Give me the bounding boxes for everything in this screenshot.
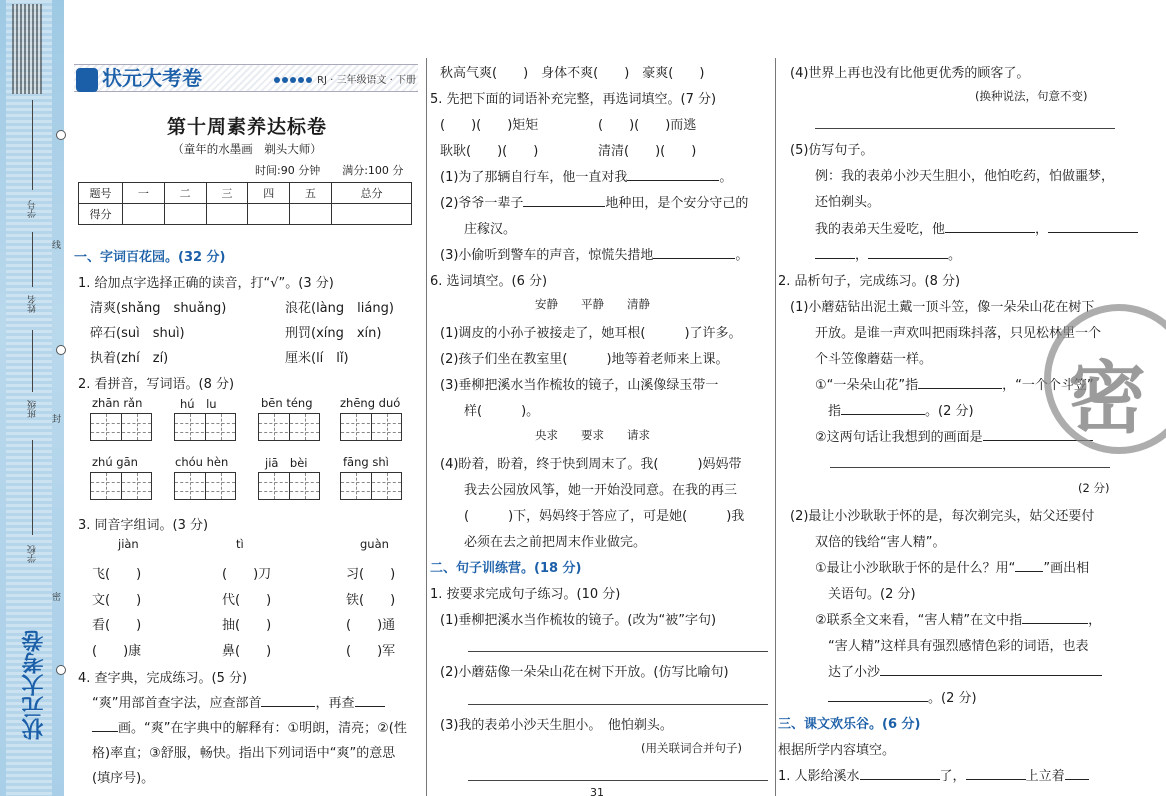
sentence-text: ， xyxy=(855,248,869,263)
q4-text: “爽”用部首查字法，应查部首 xyxy=(92,696,262,711)
homophone-blank[interactable]: 看( ) xyxy=(92,618,142,633)
imitation-sentence-cont xyxy=(815,244,961,263)
section-3-heading: 三、课文欢乐谷。(6 分) xyxy=(778,717,921,732)
score-cell: 总分 xyxy=(331,183,411,204)
q6-sentence-1[interactable]: (1)调皮的小孙子被接走了，她耳根( )了许多。 xyxy=(440,326,742,341)
question-1-5: 5. 先把下面的词语补充完整，再选词填空。(7 分) xyxy=(430,92,717,107)
score-cell: 三 xyxy=(206,183,248,204)
sentence-text: ②联系全文来看，“害人精”在文中指 xyxy=(815,613,1023,628)
pinyin-prompt: zhēng duó xyxy=(340,396,401,410)
binding-hole xyxy=(56,345,66,355)
sentence-text: 。(2 分) xyxy=(925,404,974,419)
sentence-text: 了， xyxy=(939,769,966,784)
paper-subtitle: （童年的水墨画 剃头大师） xyxy=(172,142,322,156)
q6-sentence-3: (3)垂柳把溪水当作梳妆的镜子，山溪像绿玉带一 xyxy=(440,378,719,393)
strip-mark-seal: 封 xyxy=(52,415,62,425)
strip-label-class: 班级 xyxy=(28,400,38,418)
question-1-3: 3. 同音字组词。(3 分) xyxy=(78,518,209,533)
q22-sub-3-cont: 关语句。(2 分) xyxy=(828,587,916,602)
q21-item-3: (3)我的表弟小沙天生胆小。 他怕剃头。 xyxy=(440,718,673,733)
q22-sub-4 xyxy=(815,609,1101,628)
answer-blank[interactable] xyxy=(841,402,925,415)
score-table-score-row xyxy=(79,204,412,225)
strip-mark-line: 线 xyxy=(52,241,62,251)
sentence-text: (2)爷爷一辈子 xyxy=(440,196,524,211)
underline-sample xyxy=(1015,559,1043,572)
idiom-blank[interactable]: 耿耿( )( ) xyxy=(440,144,539,159)
s3-item-1 xyxy=(778,765,1089,784)
sentence-text: 。 xyxy=(948,248,962,263)
answer-line[interactable] xyxy=(830,467,1110,468)
sentence-text: ”画出相 xyxy=(1043,561,1090,576)
word-choices: 央求 要求 请求 xyxy=(535,428,650,442)
homophone-blank[interactable]: 代( ) xyxy=(222,593,272,608)
score-input-cell[interactable] xyxy=(164,204,206,225)
score-input-cell[interactable] xyxy=(248,204,290,225)
q6-sentence-4-cont: 我去公园放风筝，她一开始没同意。在我的再三 xyxy=(464,483,738,498)
strip-label-name: 姓名 xyxy=(28,295,38,313)
pinyin-choice[interactable]: 清爽(shǎng shuǎng) xyxy=(90,301,227,316)
writing-grid[interactable] xyxy=(258,472,320,500)
binding-hole xyxy=(56,665,66,675)
idiom-blank[interactable]: ( )( )而逃 xyxy=(598,118,697,133)
sentence-text: ， xyxy=(1035,222,1049,237)
answer-line[interactable] xyxy=(468,780,768,781)
question-1-6: 6. 选词填空。(6 分) xyxy=(430,274,548,289)
pinyin-prompt: jiā bèi xyxy=(265,456,308,470)
answer-blank[interactable] xyxy=(815,246,855,259)
sentence-text: 达了小沙 xyxy=(828,665,881,680)
answer-blank[interactable] xyxy=(1022,611,1088,624)
q6-sentence-4-cont: 必须在去之前把周末作业做完。 xyxy=(464,535,647,550)
homophone-blank[interactable]: ( )军 xyxy=(346,644,396,659)
writing-grid[interactable] xyxy=(174,413,236,441)
q5-sentence-1 xyxy=(440,166,732,185)
q4-line-1 xyxy=(92,692,385,711)
answer-blank[interactable] xyxy=(355,694,385,707)
question-2-2: 2. 品析句子，完成练习。(8 分) xyxy=(778,274,961,289)
q21-item-3-note: (用关联词合并句子) xyxy=(641,741,742,755)
imitation-sentence xyxy=(815,218,1138,237)
answer-blank[interactable] xyxy=(627,168,719,181)
q21-item-1: (1)垂柳把溪水当作梳妆的镜子。(改为“被”字句) xyxy=(440,613,717,628)
sentence-text: ， xyxy=(1088,613,1102,628)
answer-blank[interactable] xyxy=(828,689,928,702)
homophone-blank[interactable]: 飞( ) xyxy=(92,567,142,582)
word-choices: 安静 平静 清静 xyxy=(535,297,650,311)
section-3-intro: 根据所学内容填空。 xyxy=(778,743,896,758)
homophone-head: guàn xyxy=(360,537,389,551)
pinyin-choice[interactable]: 碎石(suì shuì) xyxy=(90,326,185,341)
score-input-cell[interactable] xyxy=(290,204,332,225)
question-1-1: 1. 给加点字选择正确的读音，打“√”。(3 分) xyxy=(78,276,334,291)
sentence-text: 上立着 xyxy=(1025,769,1065,784)
idiom-blank[interactable]: ( )( )矩矩 xyxy=(440,118,539,133)
score-cell: 题号 xyxy=(79,183,123,204)
homophone-blank[interactable]: ( )康 xyxy=(92,644,142,659)
section-2-heading: 二、句子训练营。(18 分) xyxy=(430,561,582,576)
paper-title: 第十周素养达标卷 xyxy=(166,116,327,138)
score-cell: 二 xyxy=(164,183,206,204)
section-1-heading: 一、字词百花园。(32 分) xyxy=(74,250,226,265)
q21-item-2: (2)小蘑菇像一朵朵山花在树下开放。(仿写比喻句) xyxy=(440,665,729,680)
score-table xyxy=(78,182,412,225)
brand-logo xyxy=(76,62,202,94)
answer-blank[interactable] xyxy=(92,719,118,732)
sentence-text: ①“一朵朵山花”指 xyxy=(815,378,919,393)
answer-blank[interactable] xyxy=(945,220,1035,233)
score-input-cell[interactable] xyxy=(206,204,248,225)
answer-blank[interactable] xyxy=(860,767,940,780)
answer-line[interactable] xyxy=(815,128,1115,129)
sentence-text: 我的表弟天生爱吃，他 xyxy=(815,222,946,237)
sentence-text: 地种田，是个安分守己的 xyxy=(605,196,749,211)
column-divider xyxy=(775,58,776,796)
writing-grid[interactable] xyxy=(90,472,152,500)
q5-sentence-2-cont: 庄稼汉。 xyxy=(464,222,517,237)
q22-sub-3 xyxy=(815,557,1089,576)
sentence-text: (3)小偷听到警车的声音，惊慌失措地 xyxy=(440,248,654,263)
q22-passage-2: (2)最让小沙耿耿于怀的是，每次剃完头，姑父还要付 xyxy=(790,509,1095,524)
grade-label xyxy=(274,71,416,86)
sentence-text: 。 xyxy=(735,248,749,263)
idiom-blank[interactable]: 清清( )( ) xyxy=(598,144,697,159)
q21-item-5: (5)仿写句子。 xyxy=(790,143,874,158)
strip-label-student-id: 学号 xyxy=(28,200,38,218)
pinyin-prompt: zhān rǎn xyxy=(92,396,143,410)
q22-sub-4-cont: “害人精”这样具有强烈感情色彩的词语，也表 xyxy=(828,639,1089,654)
pinyin-choice[interactable]: 浪花(làng liáng) xyxy=(285,301,394,316)
sentence-text: 。(2 分) xyxy=(928,691,977,706)
question-2-1: 1. 按要求完成句子练习。(10 分) xyxy=(430,587,621,602)
strip-label-school: 学校 xyxy=(28,545,38,563)
q6-sentence-4[interactable]: (4)盼着，盼着，终于快到周末了。我( )妈妈带 xyxy=(440,457,742,472)
homophone-blank[interactable]: 文( ) xyxy=(92,593,142,608)
stamp-text: 密 xyxy=(1068,353,1147,444)
writing-grid[interactable] xyxy=(340,413,402,441)
q4-text: 画。“爽”在字典中的解释有：①明朗，清亮；②(性 xyxy=(118,721,407,736)
writing-grid[interactable] xyxy=(340,472,402,500)
answer-blank[interactable] xyxy=(261,694,315,707)
answer-blank[interactable] xyxy=(918,376,1002,389)
q4-text: ，再查 xyxy=(315,696,355,711)
q22-sub-4-cont xyxy=(828,687,977,706)
q6-sentence-4-cont[interactable]: ( )下，妈妈终于答应了，可是她( )我 xyxy=(464,509,745,524)
q22-sub-1-cont xyxy=(828,400,974,419)
strip-fill-line xyxy=(32,232,33,287)
question-1-4: 4. 查字典，完成练习。(5 分) xyxy=(78,671,248,686)
score-cell: 一 xyxy=(123,183,165,204)
q21-item-4-note: (换种说法，句意不变) xyxy=(975,89,1088,103)
binding-strip xyxy=(0,0,64,796)
sentence-text: 1. 人影给溪水 xyxy=(778,769,860,784)
page-number: 31 xyxy=(590,786,604,796)
binding-hole xyxy=(56,130,66,140)
q22-passage-cont: 开放。是谁一声欢叫把雨珠抖落，只见松林里一个 xyxy=(815,326,1102,341)
q4-line-3: 格)率直；③舒服，畅快。指出下列词语中“爽”的意思 xyxy=(92,746,396,761)
pinyin-choice[interactable]: 刑罚(xíng xín) xyxy=(285,326,382,341)
q4-line-2 xyxy=(92,717,407,736)
q5-sentence-3 xyxy=(440,244,748,263)
homophone-blank[interactable]: 鼻( ) xyxy=(222,644,272,659)
pinyin-prompt: hú lu xyxy=(180,397,217,411)
answer-blank[interactable] xyxy=(1048,220,1138,233)
answer-blank[interactable] xyxy=(1065,767,1089,780)
q21-item-4: (4)世界上再也没有比他更优秀的顾客了。 xyxy=(790,66,1030,81)
pinyin-choice[interactable]: 厘米(lí lǐ) xyxy=(285,351,349,366)
paper-header xyxy=(74,62,418,96)
homophone-head: tì xyxy=(236,537,244,551)
score-cell: 四 xyxy=(248,183,290,204)
example-sentence: 例：我的表弟小沙天生胆小，他怕吃药，怕做噩梦， xyxy=(815,169,1115,184)
q22-passage: (1)小蘑菇钻出泥土戴一顶斗笠，像一朵朵山花在树下 xyxy=(790,300,1095,315)
secret-stamp xyxy=(1040,300,1166,460)
q6-sentence-2[interactable]: (2)孩子们坐在教室里( )地等着老师来上课。 xyxy=(440,352,729,367)
sentence-text: ，“一个个斗笠” xyxy=(1002,378,1094,393)
barcode-image xyxy=(12,4,42,94)
sentence-text: ②这两句话让我想到的画面是 xyxy=(815,430,983,445)
strip-mark-secret: 密 xyxy=(52,593,62,603)
homophone-blank[interactable]: ( )刀 xyxy=(222,567,272,582)
brand-icon xyxy=(76,68,98,92)
writing-grid[interactable] xyxy=(174,472,236,500)
sentence-text: 指 xyxy=(828,404,842,419)
grade-text: RJ · 三年级语文 · 下册 xyxy=(317,75,416,86)
q22-passage-2-cont: 双倍的钱给“害人精”。 xyxy=(815,535,946,550)
question-1-2: 2. 看拼音，写词语。(8 分) xyxy=(78,377,235,392)
column-divider xyxy=(426,58,427,796)
q5-sentence-2 xyxy=(440,192,748,211)
pinyin-choice[interactable]: 执着(zhí zí) xyxy=(90,351,169,366)
score-cell: 得分 xyxy=(79,204,123,225)
answer-blank[interactable] xyxy=(880,663,1102,676)
shuang-meaning-blanks[interactable]: 秋高气爽( ) 身体不爽( ) 豪爽( ) xyxy=(440,66,705,81)
answer-line[interactable] xyxy=(468,651,768,652)
strip-fill-line xyxy=(32,330,33,392)
writing-grid[interactable] xyxy=(258,413,320,441)
brand-text: 状元大考卷 xyxy=(102,66,202,90)
q4-line-4: (填序号)。 xyxy=(92,771,155,786)
score-table-header-row xyxy=(79,183,412,204)
score-note: (2 分) xyxy=(1078,481,1110,495)
q22-passage-cont: 个斗笠像蘑菇一样。 xyxy=(815,352,933,367)
pinyin-prompt: chóu hèn xyxy=(175,455,229,469)
pinyin-prompt: fāng shì xyxy=(343,455,389,469)
homophone-blank[interactable]: ( )通 xyxy=(346,618,396,633)
score-input-cell[interactable] xyxy=(331,204,411,225)
homophone-blank[interactable]: 习( ) xyxy=(346,567,396,582)
strip-logo: 状元大考卷 xyxy=(21,630,47,740)
strip-fill-line xyxy=(32,100,33,190)
score-input-cell[interactable] xyxy=(123,204,165,225)
time-info: 时间:90 分钟 满分:100 分 xyxy=(255,164,404,177)
example-sentence-cont: 还怕剃头。 xyxy=(815,195,881,210)
sentence-text: ①最让小沙耿耿于怀的是什么？用“ xyxy=(815,561,1016,576)
sentence-text: (1)为了那辆自行车，他一直对我 xyxy=(440,170,628,185)
answer-blank[interactable] xyxy=(966,767,1026,780)
strip-fill-line xyxy=(32,440,33,535)
pinyin-prompt: zhú gān xyxy=(92,455,138,469)
sentence-text: 。 xyxy=(719,170,733,185)
pinyin-prompt: bēn téng xyxy=(261,396,313,410)
score-cell: 五 xyxy=(290,183,332,204)
q6-sentence-3-cont[interactable]: 样( )。 xyxy=(464,404,540,419)
answer-line[interactable] xyxy=(468,704,768,705)
answer-blank[interactable] xyxy=(523,194,605,207)
answer-blank[interactable] xyxy=(653,246,735,259)
q22-sub-4-cont xyxy=(828,661,1102,680)
homophone-blank[interactable]: 抽( ) xyxy=(222,618,272,633)
answer-blank[interactable] xyxy=(868,246,948,259)
homophone-head: jiàn xyxy=(118,537,139,551)
writing-grid[interactable] xyxy=(90,413,152,441)
homophone-blank[interactable]: 铁( ) xyxy=(346,593,396,608)
